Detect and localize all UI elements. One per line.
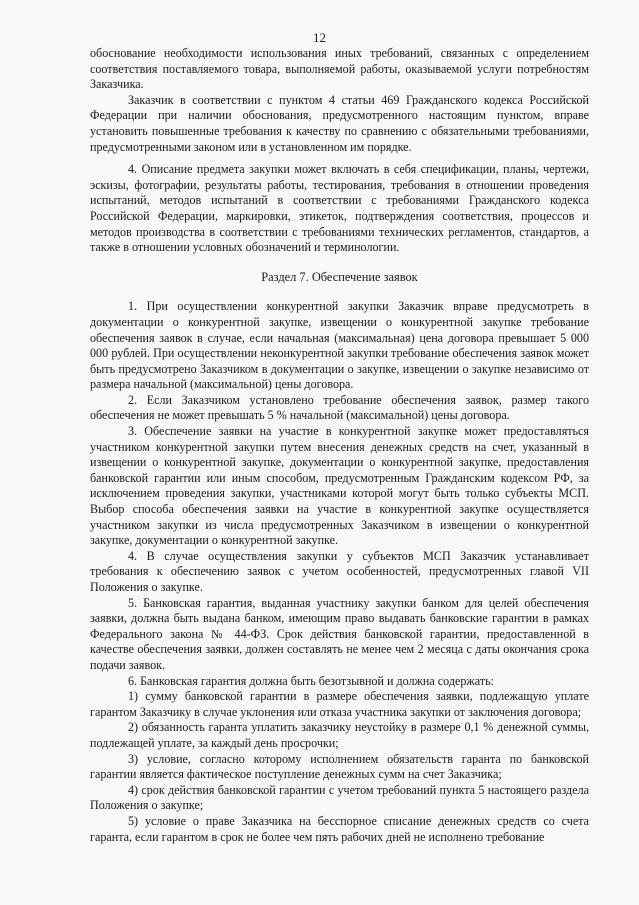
page-number: 12 [313,30,326,45]
paragraph: 6. Банковская гарантия должна быть безотзывной и должна содержать: [128,673,494,688]
section-title: Раздел 7. Обеспечение заявок [261,269,418,284]
list-item: 4) срок действия банковской гарантии с учетом требований пункта 5 настоящего раздела Положения о закупке; [90,782,589,813]
paragraph: 2. Если Заказчиком установлено требование обеспечения заявок, размер такого обеспечения не может превышать 5 % начальной (максимальной) цены договора. [90,392,589,423]
paragraph: 4. Описание предмета закупки может включать в себя спецификации, планы, чертежи, эскизы, фотографии, результаты работы, тестирования, требования в отношении проведения испытаний, методов испытаний в соответствии с требованиями Гражданского кодекса Российской Федерации, маркировки, этикеток, подтверждения соответствия, процессов и методов производства в соответствии с требованиями технических регламентов, стандартов, а также в отношении условных обозначений и терминологии. [90,162,589,255]
paragraph: 3. Обеспечение заявки на участие в конкурентной закупке может предоставляться участником конкурентной закупки путем внесения денежных средств на счет, указанный в извещении о конкурентной закупке, документации о конкурентной закупке, предоставления банковской гарантии или иным способом, предусмотренным Гражданским кодексом РФ, за исключением проведения закупки, участниками которой могут быть только субъекты МСП. Выбор способа обеспечения заявки на участие в конкурентной закупке осуществляется участником закупки из числа предусмотренных Заказчиком в извещении о конкурентной закупке, документации о конкурентной закупке. [90,424,589,548]
list-item: 1) сумму банковской гарантии в размере обеспечения заявки, подлежащую уплате гарантом Заказчику в случае уклонения или отказа участника закупки от заключения договора; [90,689,589,719]
paragraph: Заказчик в соответствии с пунктом 4 статьи 469 Гражданского кодекса Российской Федерации при наличии обоснования, предусмотренного настоящим пунктом, вправе установить повышенные требования к качеству по сравнению с обязательными требованиями, предусмотренными законом или в установленном им порядке. [90,92,589,154]
paragraph: 5. Банковская гарантия, выданная участнику закупки банком для целей обеспечения заявки, должна быть выдана банком, имеющим право выдавать банковские гарантии в рамках Федерального закона № 44-ФЗ. Срок действия банковской гарантии, предоставленной в качестве обеспечения заявки, должен составлять не менее чем 2 месяца с даты окончания срока подачи заявок. [90,595,589,672]
list-item: 3) условие, согласно которому исполнением обязательств гаранта по банковской гарантии является фактическое поступление денежных сумм на счет Заказчика; [90,751,589,782]
paragraph: 1. При осуществлении конкурентной закупки Заказчик вправе предусмотреть в документации о конкурентной закупке, извещении о конкурентной закупке требование обеспечения заявок в случае, если начальная (максимальная) цена договора превышает 5 000 000 рублей. При осуществлении неконкурентной закупки требование обеспечения заявок может быть предусмотрено Заказчиком в документации о закупке, извещении о закупке независимо от размера начальной (максимальной) цены договора. [90,299,589,392]
paragraph: обоснование необходимости использования иных требований, связанных с определением соответствия поставляемого товара, выполняемой работы, оказываемой услуги потребностям Заказчика. [90,46,589,92]
list-item: 5) условие о праве Заказчика на бесспорное списание денежных средств со счета гаранта, если гарантом в срок не более чем пять рабочих дней не исполнено требование [90,813,589,844]
document-body [90,46,589,845]
paragraph: 4. В случае осуществления закупки у субъектов МСП Заказчик устанавливает требования к обеспечению заявок с учетом особенностей, предусмотренных главой VII Положения о закупке. [90,548,589,594]
list-item: 2) обязанность гаранта уплатить заказчику неустойку в размере 0,1 % денежной суммы, подлежащей уплате, за каждый день просрочки; [90,720,589,750]
